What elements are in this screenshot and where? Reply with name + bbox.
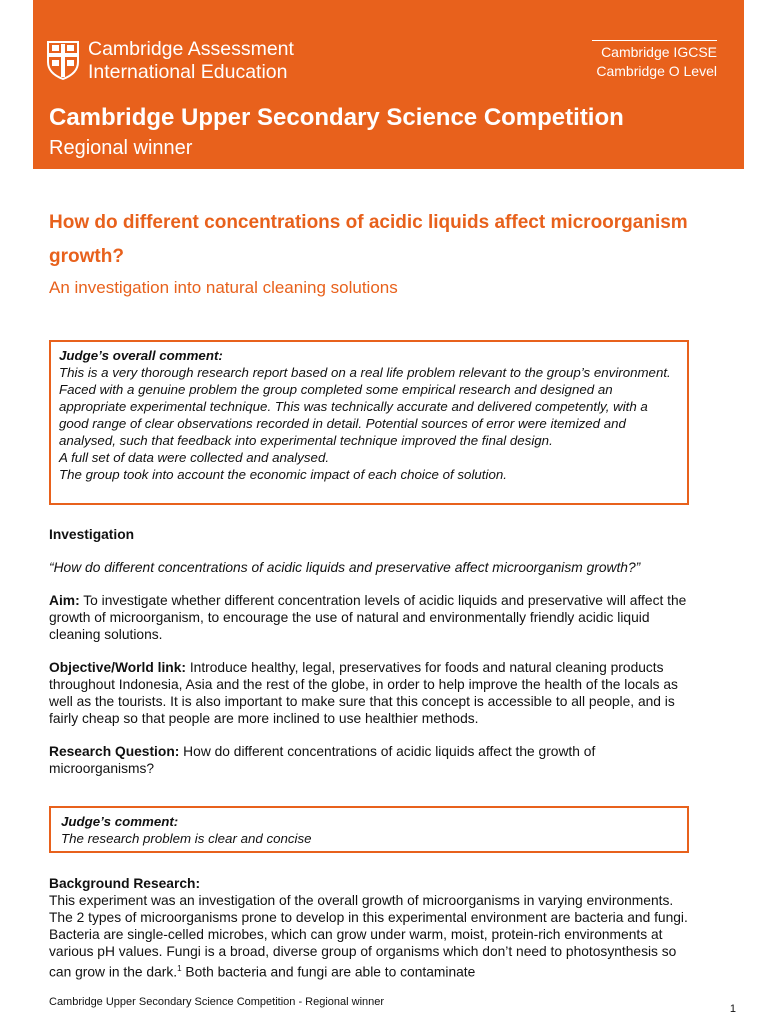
objective-label: Objective/World link: bbox=[49, 660, 186, 675]
qualification-igcse: Cambridge IGCSE bbox=[601, 44, 717, 60]
judge-comment-line: A full set of data were collected and analysed. bbox=[59, 450, 330, 465]
judge-comment-line: The group took into account the economic impact of each choice of solution. bbox=[59, 467, 507, 482]
page-number: 1 bbox=[729, 1003, 736, 1015]
qualifications-list bbox=[592, 40, 717, 81]
header-banner bbox=[33, 0, 744, 169]
judge-comment-line: Faced with a genuine problem the group completed some empirical research and designed an appropriate experimental technique. This was technically accurate and delivered competently, with a good range of clear observations recorded in detail. Potential sources of error were itemized and analysed, such that feedback into experimental technique improved the final design. bbox=[59, 382, 648, 448]
qualification-o-level: Cambridge O Level bbox=[596, 63, 717, 79]
research-question-text: How do different concentrations of acidic liquids affect the growth of microorganisms? bbox=[49, 744, 596, 776]
competition-subtitle: Regional winner bbox=[49, 137, 193, 159]
org-name-line1: Cambridge Assessment bbox=[88, 38, 294, 60]
report-title: How do different concentrations of acidic liquids affect microorganism growth? bbox=[49, 212, 688, 267]
investigation-section bbox=[49, 526, 689, 777]
background-heading: Background Research: bbox=[49, 876, 201, 891]
research-question-label: Research Question: bbox=[49, 744, 180, 759]
investigation-quote: “How do different concentrations of acidic liquids and preservative affect microorganism growth?” bbox=[49, 560, 641, 575]
judge-comment-heading: Judge’s comment: bbox=[61, 814, 179, 829]
competition-title: Cambridge Upper Secondary Science Competition bbox=[49, 104, 624, 131]
objective-text: Introduce healthy, legal, preservatives for foods and natural cleaning products throughout Indonesia, Asia and the rest of the globe, in order to help improve the health of the locals as well as the tourists. It is also important to make sure that this concept is accessible to all people, and is fairly cheap so that people are more inclined to use healthier methods. bbox=[49, 660, 678, 726]
judge-overall-comment-box bbox=[49, 340, 689, 505]
background-text: This experiment was an investigation of the overall growth of microorganisms in varying environments. The 2 types of microorganisms prone to develop in this experimental environment are bacteria and fungi. Bacteria are single-celled microbes, which can grow under warm, moist, protein-rich environments at various pH values. Fungi is a broad, diverse group of organisms which don’t need to photosynthesis so can grow in the dark.$^1$ Both bacteria and fungi are able to contaminate bbox=[49, 893, 688, 980]
investigation-heading: Investigation bbox=[49, 527, 135, 542]
aim-label: Aim: bbox=[49, 593, 80, 608]
aim-text: To investigate whether different concentration levels of acidic liquids and preservative will affect the growth of microorganism, to encourage the use of natural and environmentally friendly acidic liquid cleaning solutions. bbox=[49, 593, 687, 642]
research-question-paragraph bbox=[49, 743, 689, 777]
org-name-line2: International Education bbox=[88, 61, 288, 83]
judge-comment-box bbox=[49, 806, 689, 853]
cambridge-shield-icon bbox=[46, 40, 80, 80]
judge-comment-text: The research problem is clear and concise bbox=[61, 831, 312, 846]
page-footer: Cambridge Upper Secondary Science Competition - Regional winner bbox=[49, 996, 385, 1008]
report-subtitle: An investigation into natural cleaning solutions bbox=[49, 278, 398, 297]
objective-paragraph bbox=[49, 659, 689, 727]
judge-comment-line: This is a very thorough research report based on a real life problem relevant to the group’s environment. bbox=[59, 365, 671, 380]
footnote-mark: 1 bbox=[177, 964, 182, 973]
aim-paragraph bbox=[49, 592, 689, 643]
judge-overall-comment-heading: Judge’s overall comment: bbox=[59, 348, 223, 363]
background-section bbox=[49, 875, 689, 981]
